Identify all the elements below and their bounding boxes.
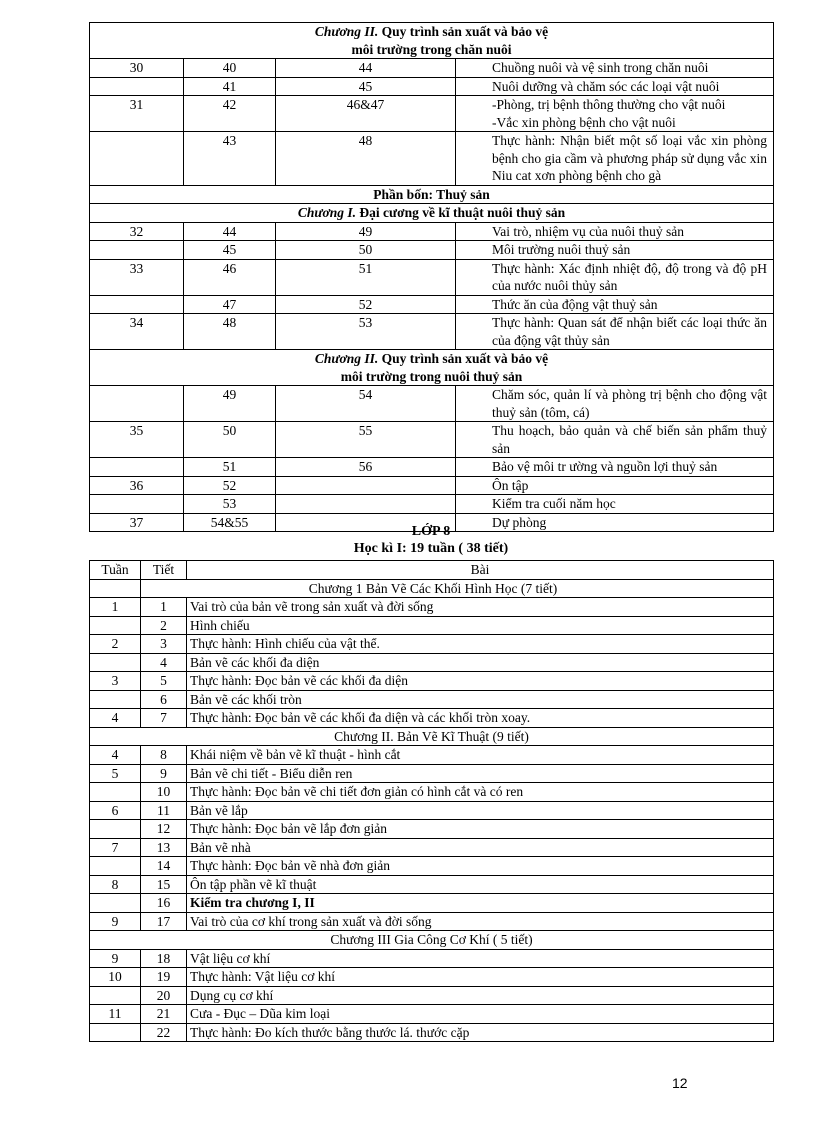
table-cell: 36 [90, 476, 184, 495]
table-row [90, 690, 774, 709]
grade8-subtitle: Học kì I: 19 tuần ( 38 tiết) [353, 541, 509, 556]
table-cell: Quy trình sản xuất và bảo vệ [378, 351, 549, 366]
table-row [90, 746, 774, 765]
chapter-heading: Chương 1 Bản Vẽ Các Khối Hình Học (7 tiết) [141, 579, 774, 598]
table-cell [90, 386, 184, 422]
table-cell: Thực hành: Đọc bản vẽ chi tiết đơn giản có hình cắt và có ren [187, 783, 774, 802]
chapter-heading-row [90, 204, 774, 223]
table-cell: 10 [90, 968, 141, 987]
table-cell: 4 [90, 746, 141, 765]
table-cell: 54&55 [184, 513, 276, 532]
table-cell [90, 857, 141, 876]
table-cell: 55 [276, 422, 456, 458]
table-row [90, 764, 774, 783]
table-cell [90, 616, 141, 635]
table-cell: Thực hành: Hình chiếu của vật thể. [187, 635, 774, 654]
table-cell: Bản vẽ nhà [187, 838, 774, 857]
table-cell: 56 [276, 458, 456, 477]
table-row [90, 314, 774, 350]
table-cell [90, 690, 141, 709]
table-cell: 4 [90, 709, 141, 728]
table-cell: 52 [184, 476, 276, 495]
table-cell: Thực hành: Vật liệu cơ khí [187, 968, 774, 987]
chapter-row [90, 579, 774, 598]
grade8-title: LỚP 8 [411, 524, 451, 539]
table-cell: 18 [141, 949, 187, 968]
chapter-heading [90, 23, 774, 59]
table-cell: 52 [276, 295, 456, 314]
table-row [90, 635, 774, 654]
chapter-heading-row [90, 350, 774, 386]
table-row [90, 132, 774, 186]
table-cell [90, 783, 141, 802]
table-row [90, 96, 774, 132]
chapter-heading-row [90, 23, 774, 59]
table-cell: Kiểm tra cuối năm học [456, 495, 774, 514]
table-cell: 34 [90, 314, 184, 350]
table-cell: Vai trò của cơ khí trong sản xuất và đời sống [187, 912, 774, 931]
table-cell: 49 [184, 386, 276, 422]
table-cell: 30 [90, 59, 184, 78]
table-cell [276, 495, 456, 514]
table-cell: Vai trò của bản vẽ trong sản xuất và đời sống [187, 598, 774, 617]
table-cell: 32 [90, 222, 184, 241]
table-cell: Cưa - Đục – Dũa kim loại [187, 1005, 774, 1024]
table-row [90, 1005, 774, 1024]
table-cell: 5 [90, 764, 141, 783]
table-cell: 9 [90, 949, 141, 968]
table-cell: 5 [141, 672, 187, 691]
table-cell: 42 [184, 96, 276, 132]
table-row [90, 838, 774, 857]
table-cell: Bản vẽ các khối đa diện [187, 653, 774, 672]
table-cell: 1 [90, 598, 141, 617]
table-cell [90, 495, 184, 514]
table-cell: 53 [276, 314, 456, 350]
table-row [90, 653, 774, 672]
part-heading: Phần bốn: Thuỷ sản [90, 185, 774, 204]
table-cell: môi trường trong nuôi thuỷ sản [340, 368, 523, 384]
table-cell: 7 [141, 709, 187, 728]
table-cell: -Phòng, trị bệnh thông thường cho vật nuôi -Vắc xin phòng bệnh cho vật nuôi [456, 96, 774, 132]
table-cell [90, 132, 184, 186]
table-cell: 2 [90, 635, 141, 654]
table-row [90, 495, 774, 514]
table-cell [90, 241, 184, 260]
table-cell: Thực hành: Nhận biết một số loại vắc xin phòng bệnh cho gia cầm và phương pháp sử dụng vắc xin Niu cat xơn phòng bệnh cho gà [456, 132, 774, 186]
table-cell [90, 77, 184, 96]
table-cell: 43 [184, 132, 276, 186]
table-cell: Thực hành: Đọc bản vẽ các khối đa diện và các khối tròn xoay. [187, 709, 774, 728]
table-cell: 47 [184, 295, 276, 314]
table-cell: 45 [184, 241, 276, 260]
chapter-heading: Chương II. Bản Vẽ Kĩ Thuật (9 tiết) [90, 727, 774, 746]
table-cell: 46&47 [276, 96, 456, 132]
header-tiet: Tiết [141, 561, 187, 580]
table-cell: Thực hành: Đọc bản vẽ lắp đơn giản [187, 820, 774, 839]
table-cell: Bản vẽ chi tiết - Biểu diễn ren [187, 764, 774, 783]
table-cell: 40 [184, 59, 276, 78]
header-tuan: Tuần [90, 561, 141, 580]
table-cell: 35 [90, 422, 184, 458]
grade8-heading [89, 523, 773, 557]
table-row [90, 986, 774, 1005]
table-cell: 2 [141, 616, 187, 635]
table-row [90, 259, 774, 295]
table-cell: Chăm sóc, quản lí và phòng trị bệnh cho động vật thuỷ sản (tôm, cá) [456, 386, 774, 422]
table-cell: 21 [141, 1005, 187, 1024]
table-cell: Chương II. [314, 351, 379, 366]
table-cell: 4 [141, 653, 187, 672]
table-row [90, 295, 774, 314]
table-cell [90, 894, 141, 913]
chapter-heading [90, 204, 774, 223]
table-cell: 15 [141, 875, 187, 894]
table-cell: 14 [141, 857, 187, 876]
table-cell: 19 [141, 968, 187, 987]
table-cell: Khái niệm về bản vẽ kĩ thuật - hình cắt [187, 746, 774, 765]
table-cell: Môi trường nuôi thuỷ sản [456, 241, 774, 260]
table-cell [276, 476, 456, 495]
table-cell: 13 [141, 838, 187, 857]
table-cell: 48 [276, 132, 456, 186]
table-cell: Chuồng nuôi và vệ sinh trong chăn nuôi [456, 59, 774, 78]
table-cell: 11 [90, 1005, 141, 1024]
table-header-row [90, 561, 774, 580]
table-cell [90, 295, 184, 314]
table-cell: Thực hành: Quan sát để nhận biết các loại thức ăn của động vật thủy sản [456, 314, 774, 350]
table-row [90, 709, 774, 728]
grade8-curriculum-table [89, 560, 774, 1042]
table-cell: Dụng cụ cơ khí [187, 986, 774, 1005]
table-cell: 51 [276, 259, 456, 295]
table-row [90, 241, 774, 260]
table-cell: 1 [141, 598, 187, 617]
table-cell: 48 [184, 314, 276, 350]
table-cell: Bản vẽ lắp [187, 801, 774, 820]
table-cell: 44 [184, 222, 276, 241]
table-cell: 45 [276, 77, 456, 96]
table-cell: Hình chiếu [187, 616, 774, 635]
table-cell: 37 [90, 513, 184, 532]
table-cell: Chương I. [297, 205, 356, 220]
table-cell: 16 [141, 894, 187, 913]
table-cell: Ôn tập phần vẽ kĩ thuật [187, 875, 774, 894]
table-cell: 17 [141, 912, 187, 931]
table-row [90, 801, 774, 820]
table-cell: Đại cương về kĩ thuật nuôi thuỷ sản [356, 205, 566, 220]
table-row [90, 422, 774, 458]
table-cell: 51 [184, 458, 276, 477]
table-cell: Bản vẽ các khối tròn [187, 690, 774, 709]
table-cell [90, 579, 141, 598]
table-cell: 49 [276, 222, 456, 241]
chapter-row [90, 931, 774, 950]
chapter-row [90, 727, 774, 746]
table-row [90, 875, 774, 894]
table-cell: Thực hành: Đọc bản vẽ nhà đơn giản [187, 857, 774, 876]
table-row [90, 912, 774, 931]
table-row [90, 59, 774, 78]
table-cell: 10 [141, 783, 187, 802]
table-cell: 12 [141, 820, 187, 839]
table-cell: Thức ăn của động vật thuỷ sản [456, 295, 774, 314]
table-cell: 11 [141, 801, 187, 820]
table-cell: 50 [276, 241, 456, 260]
table-cell [90, 1023, 141, 1042]
table-cell: Thực hành: Xác định nhiệt độ, độ trong và độ pH của nước nuôi thủy sản [456, 259, 774, 295]
table-cell: 44 [276, 59, 456, 78]
table-row [90, 386, 774, 422]
table-cell: Ôn tập [456, 476, 774, 495]
chapter-heading: Chương III Gia Công Cơ Khí ( 5 tiết) [90, 931, 774, 950]
table-cell: 22 [141, 1023, 187, 1042]
table-cell: 3 [90, 672, 141, 691]
table-row [90, 968, 774, 987]
table-cell: 3 [141, 635, 187, 654]
table-cell: Vai trò, nhiệm vụ của nuôi thuỷ sản [456, 222, 774, 241]
table-cell: 54 [276, 386, 456, 422]
table-cell: 7 [90, 838, 141, 857]
table-cell: 41 [184, 77, 276, 96]
table-cell [90, 820, 141, 839]
table-cell: Thu hoạch, bảo quản và chế biến sản phẩm thuỷ sản [456, 422, 774, 458]
table-row [90, 616, 774, 635]
chapter-heading [90, 350, 774, 386]
table-row [90, 894, 774, 913]
table-row [90, 820, 774, 839]
table-cell: 50 [184, 422, 276, 458]
table-cell: 53 [184, 495, 276, 514]
table-cell: 20 [141, 986, 187, 1005]
table-row [90, 857, 774, 876]
grade7-curriculum-table [89, 22, 774, 532]
table-cell: Dự phòng [456, 513, 774, 532]
table-cell: 9 [90, 912, 141, 931]
table-cell: Chương II. [314, 24, 379, 39]
table-row [90, 949, 774, 968]
table-cell: Nuôi dưỡng và chăm sóc các loại vật nuôi [456, 77, 774, 96]
table-row [90, 77, 774, 96]
exam-row-label: Kiểm tra chương I, II [187, 894, 774, 913]
table-row [90, 222, 774, 241]
table-cell: Quy trình sản xuất và bảo vệ [378, 24, 549, 39]
table-cell: 6 [141, 690, 187, 709]
table-row [90, 1023, 774, 1042]
table-cell: 6 [90, 801, 141, 820]
part-heading-row [90, 185, 774, 204]
table-row [90, 783, 774, 802]
table-row [90, 672, 774, 691]
header-bai: Bài [187, 561, 774, 580]
table-cell [90, 986, 141, 1005]
table-cell [90, 653, 141, 672]
table-row [90, 476, 774, 495]
table-row [90, 458, 774, 477]
table-cell: 33 [90, 259, 184, 295]
page-number: 12 [672, 1075, 688, 1091]
table-row [90, 598, 774, 617]
table-cell: 46 [184, 259, 276, 295]
table-cell: Thực hành: Đo kích thước bằng thước lá. thước cặp [187, 1023, 774, 1042]
table-cell: 8 [141, 746, 187, 765]
table-cell: 9 [141, 764, 187, 783]
table-cell: Thực hành: Đọc bản vẽ các khối đa diện [187, 672, 774, 691]
table-cell: môi trường trong chăn nuôi [351, 41, 512, 57]
table-cell: Vật liệu cơ khí [187, 949, 774, 968]
table-cell: 31 [90, 96, 184, 132]
table-cell: Bảo vệ môi tr ường và nguồn lợi thuỷ sản [456, 458, 774, 477]
table-cell: 8 [90, 875, 141, 894]
table-cell [90, 458, 184, 477]
